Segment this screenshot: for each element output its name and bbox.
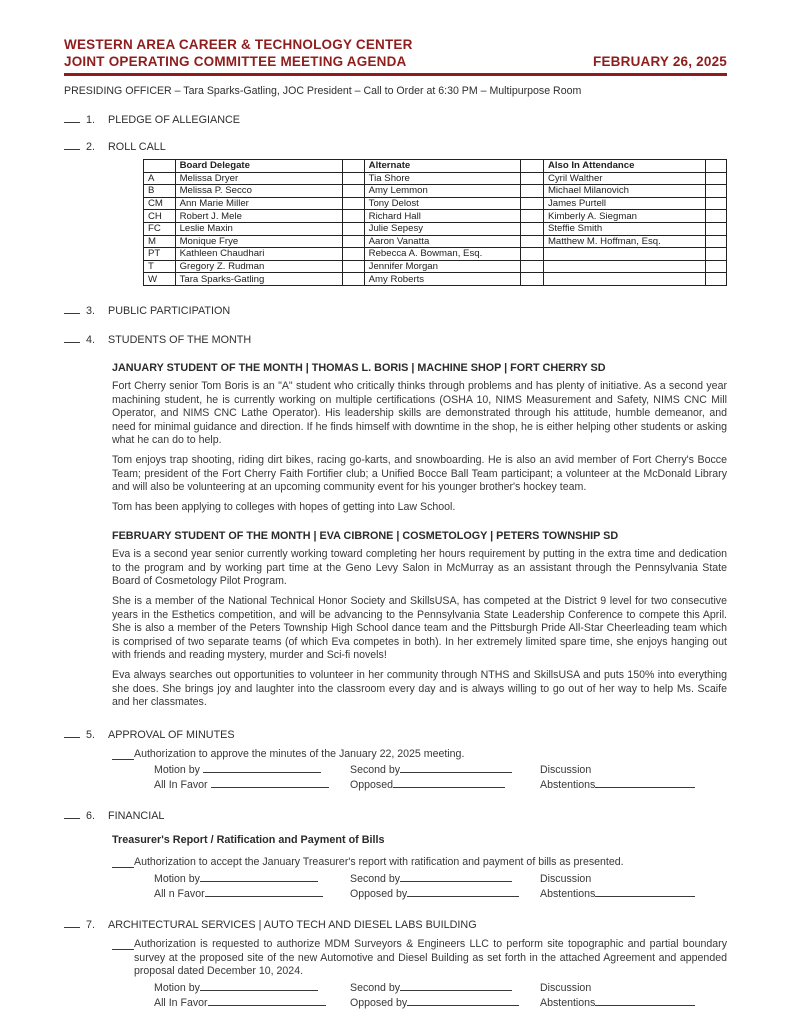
header-rule	[64, 73, 727, 76]
january-paragraph-2: Tom enjoys trap shooting, riding dirt bikes, racing go-karts, and snowboarding. He is also an avid member of Fort Cherry's Bocce Team; president of the Fort Cherry Faith Fortifier club; a Unified Bocce Ball Team participant; a volunteer at the McDonald Library and will also be volunteering at an upcoming community event for his younger brother's hockey team.	[112, 453, 727, 494]
delegate-name: Melissa P. Secco	[175, 185, 343, 198]
second-by-blank	[400, 872, 512, 882]
abstentions-blank	[595, 778, 695, 788]
all-in-favor-blank	[205, 887, 323, 897]
item-number: 2.	[86, 141, 96, 153]
item-title: PUBLIC PARTICIPATION	[108, 304, 231, 317]
table-header-row	[144, 160, 727, 173]
district-code: CM	[144, 197, 176, 210]
item-number: 1.	[86, 114, 96, 126]
item-number: 3.	[86, 304, 96, 317]
opposed-label: Opposed by	[350, 888, 408, 900]
second-by-label: Second by	[350, 764, 401, 777]
attendee-name	[543, 273, 705, 286]
attendee-name: Michael Milanovich	[543, 185, 705, 198]
alternate-name: Amy Lemmon	[364, 185, 520, 198]
abstentions-label: Abstentions	[540, 996, 596, 1009]
authorization-text: Authorization to accept the January Treasurer's report with ratification and payment of bills as presented.	[134, 856, 624, 869]
second-by-label: Second by	[350, 873, 401, 885]
district-code: B	[144, 185, 176, 198]
minutes-motion-block	[154, 763, 727, 793]
february-student-heading: FEBRUARY STUDENT OF THE MONTH | EVA CIBRONE | COSMETOLOGY | PETERS TOWNSHIP SD	[112, 530, 619, 543]
col-also-in-attendance: Also In Attendance	[543, 160, 705, 173]
financial-motion-block	[154, 872, 727, 902]
col-gap	[705, 160, 726, 173]
financial-authorization	[112, 856, 727, 870]
delegate-name: Kathleen Chaudhari	[175, 248, 343, 261]
discussion-label: Discussion	[540, 981, 592, 994]
signature-blank	[112, 857, 134, 868]
alternate-name: Jennifer Morgan	[364, 260, 520, 273]
january-student-section	[112, 362, 727, 514]
agenda-item-1	[64, 113, 727, 126]
opposed-blank	[407, 887, 519, 897]
opposed-label: Opposed by	[350, 996, 408, 1009]
agenda-item-5	[64, 728, 727, 741]
second-by-blank	[400, 981, 512, 991]
document-title: JOINT OPERATING COMMITTEE MEETING AGENDA	[64, 54, 407, 69]
checkoff-blank	[64, 809, 80, 819]
col-gap	[520, 160, 543, 173]
district-code: W	[144, 273, 176, 286]
attendee-name: Steffie Smith	[543, 222, 705, 235]
district-code: FC	[144, 222, 176, 235]
january-paragraph-1: Fort Cherry senior Tom Boris is an "A" student who critically thinks through problems and has plenty of initiative. As a second year machining student, he is currently working on multiple certifications (OSHA 10, NIMS Measurement and Safety, NIMS CNC Mill Operator, and NIMS CNC Lathe Operator). His leadership skills are demonstrated through his attitude, humble demeanor, and need for minimal guidance and direction. If he finds himself with downtime in the shop, he is either helping other students or asking what he can do to help.	[112, 379, 727, 447]
checkoff-blank	[64, 333, 80, 343]
discussion-label: Discussion	[540, 764, 592, 777]
attendee-name	[543, 248, 705, 261]
district-code: T	[144, 260, 176, 273]
february-paragraph-3: Eva always searches out opportunities to volunteer in her community through NTHS and SkillsUSA and puts 150% into everything she does. She brings joy and laughter into the classroom every day and is always willing to go out of her way to help Ms. Scaife and her classmates.	[112, 669, 727, 709]
item-title: ROLL CALL	[108, 141, 166, 153]
signature-blank	[112, 939, 134, 950]
delegate-name: Melissa Dryer	[175, 172, 343, 185]
discussion-label: Discussion	[540, 873, 592, 885]
item-title: APPROVAL OF MINUTES	[108, 728, 235, 741]
agenda-item-4	[64, 333, 727, 346]
col-alternate: Alternate	[364, 160, 520, 173]
motion-by-blank	[200, 981, 318, 991]
opposed-blank	[393, 778, 505, 788]
agenda-item-2	[64, 140, 727, 153]
abstentions-label: Abstentions	[540, 888, 596, 900]
delegate-name: Leslie Maxin	[175, 222, 343, 235]
checkoff-blank	[64, 918, 80, 928]
alternate-name: Rebecca A. Bowman, Esq.	[364, 248, 520, 261]
checkoff-blank	[64, 304, 80, 314]
architectural-motion-block	[154, 981, 727, 1011]
abstentions-blank	[595, 887, 695, 897]
meeting-date: FEBRUARY 26, 2025	[593, 54, 727, 69]
alternate-name: Richard Hall	[364, 210, 520, 223]
item-number: 7.	[86, 919, 96, 931]
district-code: PT	[144, 248, 176, 261]
signature-blank	[112, 749, 134, 760]
minutes-authorization	[112, 748, 727, 762]
alternate-name: Julie Sepesy	[364, 222, 520, 235]
agenda-item-3	[64, 304, 727, 317]
february-paragraph-1: Eva is a second year senior currently working toward completing her hours requirement by putting in the extra time and dedication to the program and by working part time at the Geno Levy Salon in McMurray as an assistant through the Pennsylvania State Board of Cosmetology Pilot Program.	[112, 548, 727, 588]
district-code: A	[144, 172, 176, 185]
second-by-blank	[400, 763, 512, 773]
attendee-name: James Purtell	[543, 197, 705, 210]
all-in-favor-label: All In Favor	[154, 996, 208, 1009]
all-in-favor-blank	[208, 996, 326, 1006]
delegate-name: Robert J. Mele	[175, 210, 343, 223]
february-student-section	[112, 530, 727, 710]
checkoff-blank	[64, 113, 80, 123]
item-number: 5.	[86, 728, 96, 741]
attendee-name	[543, 260, 705, 273]
table-row	[144, 273, 727, 286]
table-row	[144, 235, 727, 248]
all-in-favor-label: All n Favor	[154, 888, 205, 900]
table-row	[144, 172, 727, 185]
item-title: STUDENTS OF THE MONTH	[108, 333, 252, 346]
alternate-name: Tia Shore	[364, 172, 520, 185]
delegate-name: Tara Sparks-Gatling	[175, 273, 343, 286]
alternate-name: Amy Roberts	[364, 273, 520, 286]
delegate-name: Monique Frye	[175, 235, 343, 248]
abstentions-label: Abstentions	[540, 779, 596, 792]
checkoff-blank	[64, 728, 80, 738]
table-row	[144, 185, 727, 198]
attendee-name: Matthew M. Hoffman, Esq.	[543, 235, 705, 248]
motion-by-blank	[200, 872, 318, 882]
motion-by-label: Motion by	[154, 873, 200, 885]
col-gap	[343, 160, 364, 173]
col-board-delegate: Board Delegate	[175, 160, 343, 173]
table-row	[144, 248, 727, 261]
item-number: 4.	[86, 333, 96, 346]
item-number: 6.	[86, 810, 96, 823]
roll-call-table	[143, 159, 727, 286]
item-title: ARCHITECTURAL SERVICES | AUTO TECH AND DIESEL LABS BUILDING	[108, 919, 477, 931]
motion-by-blank	[203, 763, 321, 773]
col-code	[144, 160, 176, 173]
district-code: CH	[144, 210, 176, 223]
table-row	[144, 260, 727, 273]
attendee-name: Kimberly A. Siegman	[543, 210, 705, 223]
attendee-name: Cyril Walther	[543, 172, 705, 185]
all-in-favor-label: All In Favor	[154, 779, 211, 792]
authorization-text: Authorization to approve the minutes of the January 22, 2025 meeting.	[134, 747, 465, 760]
item-title: FINANCIAL	[108, 810, 165, 823]
district-code: M	[144, 235, 176, 248]
january-paragraph-3: Tom has been applying to colleges with hopes of getting into Law School.	[112, 500, 456, 513]
table-row	[144, 210, 727, 223]
item-title: PLEDGE OF ALLEGIANCE	[108, 114, 241, 126]
second-by-label: Second by	[350, 981, 401, 994]
delegate-name: Gregory Z. Rudman	[175, 260, 343, 273]
authorization-text: Authorization is requested to authorize MDM Surveyors & Engineers LLC to perform site topographic and partial boundary survey at the proposed site of the new Automotive and Diesel Building as set forth in the attached Agreement and appended proposal dated December 10, 2024.	[134, 938, 727, 978]
motion-by-label: Motion by	[154, 764, 203, 777]
presiding-officer-line: PRESIDING OFFICER – Tara Sparks-Gatling, JOC President – Call to Order at 6:30 PM – Multipurpose Room	[64, 85, 582, 97]
alternate-name: Aaron Vanatta	[364, 235, 520, 248]
january-student-heading: JANUARY STUDENT OF THE MONTH | THOMAS L. BORIS | MACHINE SHOP | FORT CHERRY SD	[112, 361, 606, 374]
architectural-authorization	[112, 938, 727, 979]
org-title: WESTERN AREA CAREER & TECHNOLOGY CENTER	[64, 37, 413, 52]
checkoff-blank	[64, 140, 80, 150]
table-row	[144, 197, 727, 210]
agenda-item-7	[64, 918, 727, 931]
abstentions-blank	[595, 996, 695, 1006]
table-row	[144, 222, 727, 235]
alternate-name: Tony Delost	[364, 197, 520, 210]
delegate-name: Ann Marie Miller	[175, 197, 343, 210]
opposed-blank	[407, 996, 519, 1006]
all-in-favor-blank	[211, 778, 329, 788]
opposed-label: Opposed	[350, 779, 393, 792]
february-paragraph-2: She is a member of the National Technical Honor Society and SkillsUSA, has competed at the District 9 level for two consecutive years in the Esthetics competition, and will be advancing to the Pennsylvania State Leadership Conference to compete this April. She is also a member of the Peters Township High School dance team and the Pittsburgh Pride All-Star Cheerleading team which is comprised of two separate teams (of which Eva competes in both). In her extremely limited spare time, she enjoys hanging out with friends and reading mystery, murder and Sci-fi novels!	[112, 595, 727, 662]
agenda-item-6	[64, 809, 727, 822]
treasurers-report-subheading: Treasurer's Report / Ratification and Payment of Bills	[112, 834, 385, 847]
motion-by-label: Motion by	[154, 981, 200, 994]
